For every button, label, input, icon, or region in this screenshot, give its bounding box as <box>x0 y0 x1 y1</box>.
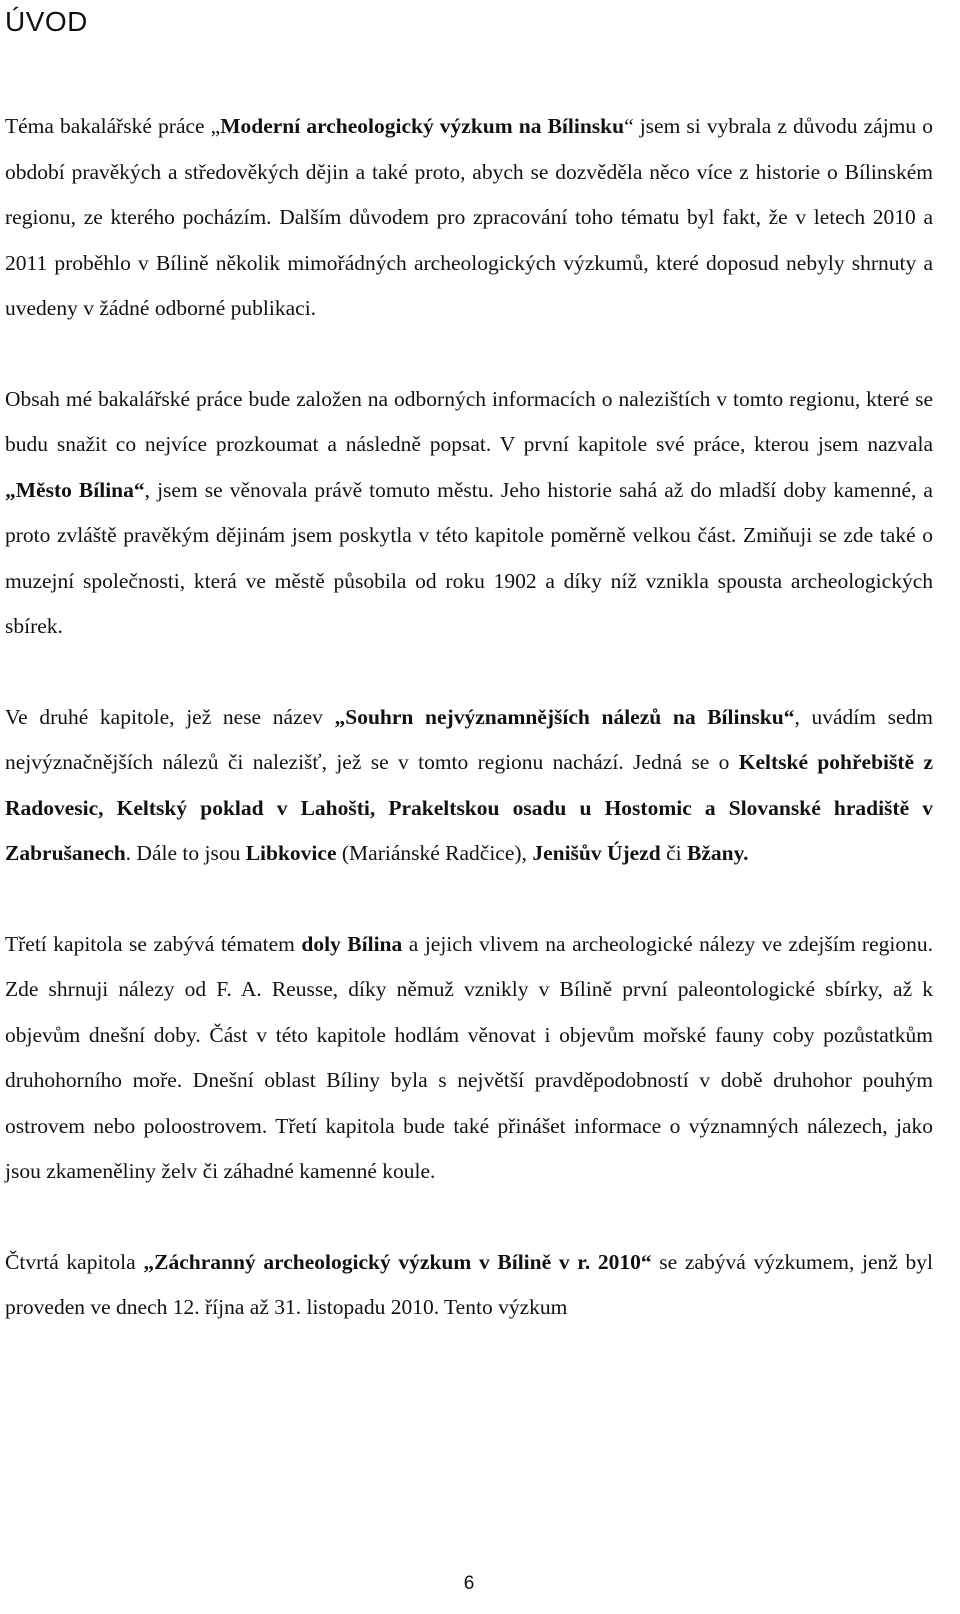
page-number: 6 <box>463 1573 475 1594</box>
bold-segment: „Město Bílina“ <box>5 477 145 502</box>
text-segment: , uvádím sedm nejvýznačnějších nálezů či nalezišť, jež se v tomto regionu nachází. Jedná se o <box>5 704 934 774</box>
text-segment: Čtvrtá kapitola <box>5 1249 144 1274</box>
text-segment: “ jsem si vybrala z důvodu zájmu o období pravěkých a středověkých dějin a také proto, abych se dozvěděla něco více z historie o Bílinském regionu, ze kterého pocházím. Dalším důvodem pro zpracování toho tématu byl fakt, že v letech 2010 a 2011 proběhlo v Bílině několik mimořádných archeologických výzkumů, které doposud nebyly shrnuty a uvedeny v žádné odborné publikaci. <box>5 114 933 320</box>
text-segment: Obsah mé bakalářské práce bude založen na odborných informacích o nalezištích v tomto regionu, které se budu snažit co nejvíce prozkoumat a následně popsat. V první kapitole své práce, kterou jsem nazvala <box>5 386 933 456</box>
paragraph-chapter-two <box>5 695 933 877</box>
text-segment: či <box>660 841 687 865</box>
bold-segment: Libkovice <box>245 841 337 865</box>
bold-segment: Moderní archeologický výzkum na Bílinsku <box>220 114 625 138</box>
paragraph-intro <box>5 104 933 332</box>
document-page <box>5 0 934 1594</box>
page-title: ÚVOD <box>5 6 88 37</box>
text-segment: Třetí kapitola se zabývá tématem <box>5 931 302 956</box>
bold-segment: Keltské pohřebiště z Radovesic, Keltský poklad v Lahošti, Prakeltskou osadu u Hostomic a Slovanské hradiště v Zabrušanech <box>5 750 933 865</box>
paragraph-chapter-three <box>5 922 933 1195</box>
text-segment: a jejich vlivem na archeologické nálezy ve zdejším regionu. Zde shrnuji nálezy od F. A. Reusse, díky němuž vznikly v Bílině první paleontologické sbírky, až k objevům dnešní doby. Část v této kapitole hodlám věnovat i objevům mořské fauny coby pozůstatkům druhohorního moře. Dnešní oblast Bíliny byla s největší pravděpodobností v době druhohor pouhým ostrovem nebo poloostrovem. Třetí kapitola bude také přinášet informace o významných nálezech, jako jsou zkameněliny želv či záhadné kamenné koule. <box>5 931 933 1183</box>
text-segment: , jsem se věnovala právě tomuto městu. Jeho historie sahá až do mladší doby kamenné, a proto zvláště pravěkým dějinám jsem poskytla v této kapitole poměrně velkou část. Zmiňuji se zde také o muzejní společnosti, která ve městě působila od roku 1902 a díky níž vznikla spousta archeologických sbírek. <box>5 477 933 638</box>
text-segment: (Mariánské Radčice), <box>336 841 533 865</box>
text-segment: Téma bakalářské práce „ <box>5 114 221 138</box>
text-segment: Ve druhé kapitole, jež nese název <box>5 704 335 729</box>
paragraph-chapter-one <box>5 377 933 650</box>
text-segment: se zabývá výzkumem, jenž byl proveden ve dnech 12. října až 31. listopadu 2010. Tento výzkum <box>5 1249 933 1319</box>
bold-segment: doly Bílina <box>301 931 403 956</box>
bold-segment: „Záchranný archeologický výzkum v Bílině v r. 2010“ <box>143 1249 652 1274</box>
text-segment: . Dále to jsou <box>125 841 246 865</box>
bold-segment: „Souhrn nejvýznamnějších nálezů na Bílinsku“ <box>334 704 795 729</box>
bold-segment: Jenišův Újezd <box>532 841 661 865</box>
bold-segment: Bžany. <box>687 841 749 865</box>
paragraph-chapter-four <box>5 1240 933 1331</box>
